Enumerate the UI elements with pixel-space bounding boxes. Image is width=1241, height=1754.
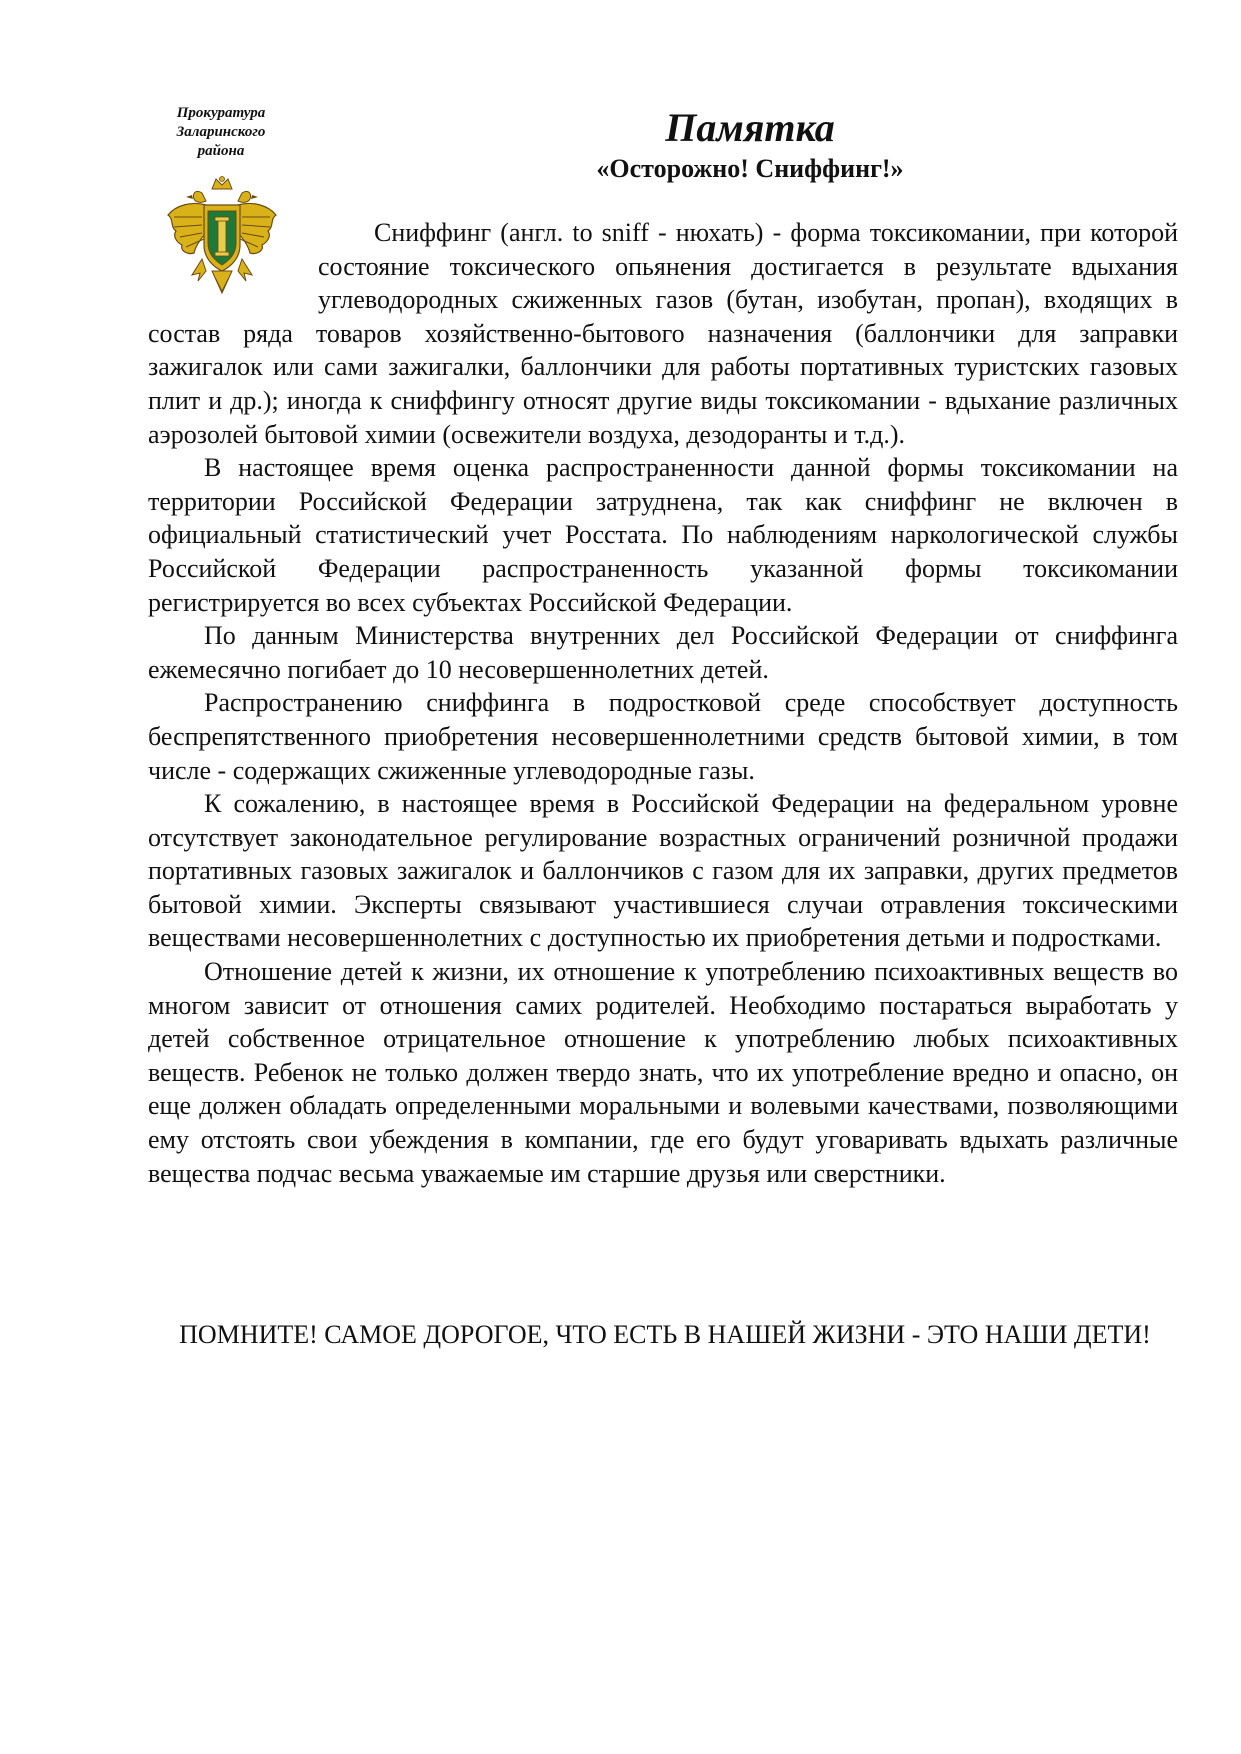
- organization-name-line-1: Прокуратура: [176, 105, 266, 121]
- document-body: [148, 216, 1178, 1190]
- organization-name: [150, 104, 292, 161]
- organization-name-line-3: района: [197, 143, 245, 159]
- closing-statement: ПОМНИТЕ! САМОЕ ДОРОГОЕ, ЧТО ЕСТЬ В НАШЕЙ ЖИЗНИ - ЭТО НАШИ ДЕТИ!: [179, 1320, 1151, 1349]
- emblem-spacer: [148, 216, 318, 316]
- organization-name-line-2: Заларинского: [176, 124, 266, 140]
- paragraph-1: Сниффинг (англ. to sniff - нюхать) - форма токсикомании, при которой состояние токсического опьянения достигается в результате вдыхания углеводородных сжиженных газов (бутан, изобутан, пропан), входящих в состав ряда товаров хозяйственно-бытового назначения (баллончики для заправки зажигалок или сами зажигалки, баллончики для работы портативных туристских газовых плит и др.); иногда к сниффингу относят другие виды токсикомании - вдыхание различных аэрозолей бытовой химии (освежители воздуха, дезодоранты и т.д.).: [148, 218, 1178, 449]
- paragraph-3: По данным Министерства внутренних дел Российской Федерации от сниффинга ежемесячно погибает до 10 несовершеннолетних детей.: [148, 621, 1178, 684]
- document-title: Памятка: [665, 105, 835, 150]
- document-subtitle: «Осторожно! Сниффинг!»: [596, 154, 904, 183]
- paragraph-5: К сожалению, в настоящее время в Российской Федерации на федеральном уровне отсутствует законодательное регулирование возрастных ограничений розничной продажи портативных газовых зажигалок и баллончиков с газом для их заправки, других предметов бытовой химии. Эксперты связывают участившиеся случаи отравления токсическими веществами несовершеннолетних с доступностью их приобретения детьми и подростками.: [148, 789, 1178, 953]
- paragraph-2: В настоящее время оценка распространенности данной формы токсикомании на территории Российской Федерации затруднена, так как сниффинг не включен в официальный статистический учет Росстата. По наблюдениям наркологической службы Российской Федерации распространенность указанной формы токсикомании регистрируется во всех субъектах Российской Федерации.: [148, 453, 1178, 617]
- paragraph-6: Отношение детей к жизни, их отношение к употреблению психоактивных веществ во многом зависит от отношения самих родителей. Необходимо постараться выработать у детей собственное отрицательное отношение к употреблению любых психоактивных веществ. Ребенок не только должен твердо знать, что их употребление вредно и опасно, он еще должен обладать определенными моральными и волевыми качествами, позволяющими ему отстоять свои убеждения в компании, где его будут уговаривать вдыхать различные вещества подчас весьма уважаемые им старшие друзья или сверстники.: [148, 957, 1178, 1188]
- paragraph-4: Распространению сниффинга в подростковой среде способствует доступность беспрепятственного приобретения несовершеннолетними средств бытовой химии, в том числе - содержащих сжиженные углеводородные газы.: [148, 688, 1178, 785]
